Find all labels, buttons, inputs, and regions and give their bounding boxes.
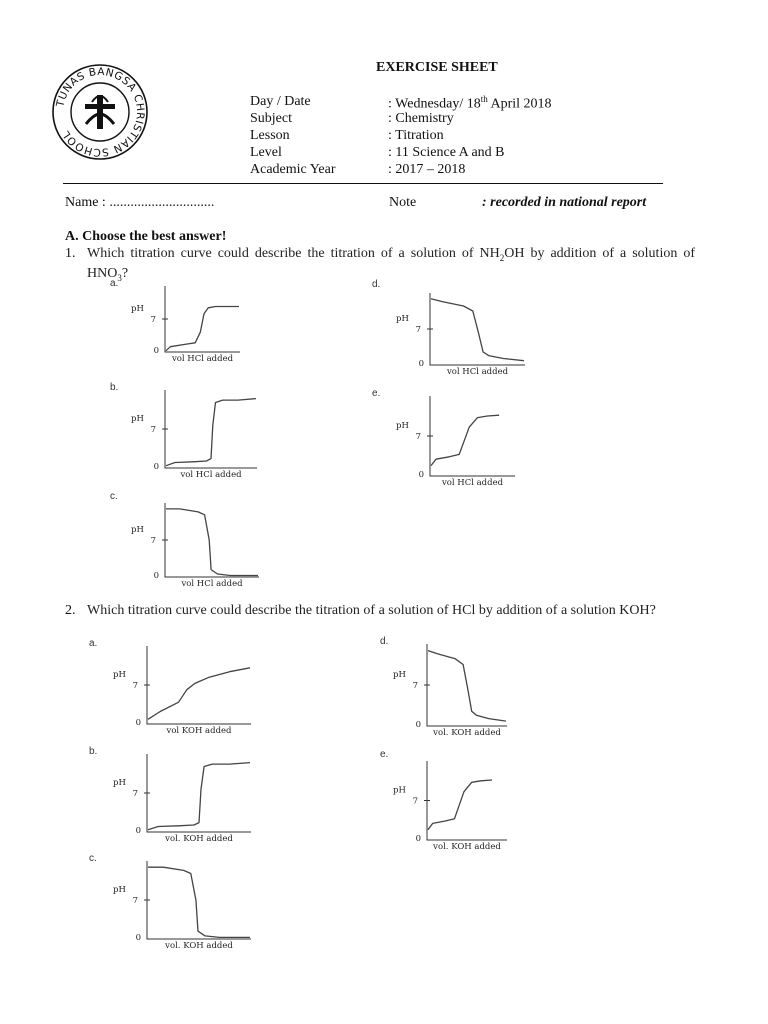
plot-xlabel: vol HCl added (181, 579, 243, 589)
plot-tick-label-0: 0 (415, 720, 421, 730)
plot-tick-label-7: 7 (150, 425, 156, 435)
plot-axes (165, 503, 259, 577)
plot-tick-label-0: 0 (418, 470, 424, 480)
plot-option-letter: a. (110, 278, 119, 289)
plot-tick-label-0: 0 (135, 826, 141, 836)
plot-ylabel: pH (396, 314, 409, 324)
plot-tick-label-0: 0 (415, 834, 421, 844)
sheet-title: EXERCISE SHEET (376, 60, 498, 75)
plot-option-letter: e. (380, 749, 389, 760)
plot-ylabel: pH (131, 304, 144, 314)
plot-ylabel: pH (113, 778, 126, 788)
plot-xlabel: vol. KOH added (433, 842, 501, 852)
titration-plot (89, 857, 254, 959)
titration-curve (431, 299, 524, 361)
plot-tick-label-0: 0 (135, 933, 141, 943)
titration-plot (89, 750, 254, 852)
plot-xlabel: vol HCl added (171, 354, 234, 364)
question-text: Which titration curve could describe the titration of a solution of HCl by addition of a solution KOH? (87, 603, 656, 618)
question-number: 2. (65, 603, 76, 618)
note-label: Note (389, 195, 417, 210)
info-label: Academic Year (250, 162, 336, 177)
question-number: 1. (65, 246, 76, 261)
plot-tick-label-7: 7 (132, 681, 138, 691)
plot-xlabel: vol HCl added (446, 367, 509, 377)
titration-curve (166, 509, 258, 576)
titration-curve (428, 651, 506, 722)
info-label: Level (250, 145, 282, 160)
info-label: Day / Date (250, 94, 311, 109)
titration-plot (372, 392, 524, 494)
info-row-date (250, 94, 670, 111)
titration-curve (148, 763, 250, 830)
info-value: : Titration (388, 128, 444, 143)
info-value: : Wednesday/ 18th April 2018 (388, 94, 552, 112)
plot-ylabel: pH (393, 670, 406, 680)
plot-tick-label-7: 7 (412, 681, 418, 691)
titration-curve (428, 780, 492, 830)
plot-axes (430, 396, 515, 476)
titration-plot (380, 640, 532, 746)
school-logo (50, 62, 150, 162)
plot-tick-label-0: 0 (418, 359, 424, 369)
plot-option-letter: c. (110, 491, 118, 502)
plot-option-letter: e. (372, 388, 381, 399)
plot-tick-label-7: 7 (415, 325, 421, 335)
titration-curve (431, 415, 499, 465)
plot-tick-label-7: 7 (150, 536, 156, 546)
info-value: : Chemistry (388, 111, 454, 126)
plot-ylabel: pH (131, 414, 144, 424)
logo-ring-text: TUNAS BANGSA CHRISTIAN SCHOOL (54, 65, 147, 159)
plot-option-letter: c. (89, 853, 97, 864)
plot-tick-label-0: 0 (153, 462, 159, 472)
titration-curve (148, 867, 250, 937)
titration-plot (110, 495, 262, 597)
plot-xlabel: vol. KOH added (165, 834, 233, 844)
titration-curve (166, 399, 256, 466)
plot-option-letter: d. (372, 279, 381, 290)
info-value: : 2017 – 2018 (388, 162, 466, 177)
titration-curve (166, 307, 239, 351)
plot-xlabel: vol. KOH added (433, 728, 501, 738)
plot-axes (147, 861, 251, 939)
plot-option-letter: d. (380, 636, 389, 647)
titration-plot (110, 282, 262, 376)
titration-curve (148, 668, 250, 720)
plot-axes (427, 761, 507, 840)
plot-axes (147, 646, 251, 724)
info-row-lesson (250, 128, 670, 145)
plot-ylabel: pH (393, 785, 406, 796)
plot-tick-label-7: 7 (132, 789, 138, 799)
plot-tick-label-7: 7 (415, 432, 421, 442)
plot-tick-label-0: 0 (153, 346, 159, 356)
titration-plot (89, 642, 254, 744)
plot-ylabel: pH (113, 670, 126, 680)
plot-xlabel: vol KOH added (166, 726, 232, 736)
header-divider (63, 183, 663, 184)
titration-plot (372, 283, 524, 385)
plot-ylabel: pH (396, 421, 409, 431)
question-text: Which titration curve could describe the titration of a solution of $NH_2OH$ by addition of a solution of $HNO_3$? (87, 246, 695, 283)
plot-tick-label-7: 7 (412, 796, 418, 807)
plot-tick-label-0: 0 (135, 718, 141, 728)
plot-xlabel: vol HCl added (441, 478, 504, 488)
plot-xlabel: vol. KOH added (165, 941, 233, 951)
plot-xlabel: vol HCl added (180, 470, 242, 480)
section-heading: A. Choose the best answer! (65, 229, 227, 244)
plot-tick-label-7: 7 (132, 896, 138, 906)
titration-plot (380, 753, 532, 859)
note-value: : recorded in national report (482, 195, 647, 210)
plot-option-letter: a. (89, 638, 98, 649)
plot-option-letter: b. (89, 746, 98, 757)
info-label: Subject (250, 111, 292, 126)
plot-tick-label-7: 7 (150, 315, 156, 325)
titration-plot (110, 386, 262, 488)
info-label: Lesson (250, 128, 290, 143)
info-row-academic-year (250, 162, 670, 179)
name-field: Name : .............................. (65, 195, 215, 210)
info-row-level (250, 145, 670, 162)
plot-ylabel: pH (113, 885, 126, 895)
plot-option-letter: b. (110, 382, 119, 393)
info-value: : 11 Science A and B (388, 145, 505, 160)
plot-tick-label-0: 0 (153, 571, 159, 581)
plot-ylabel: pH (131, 525, 144, 535)
info-row-subject (250, 111, 670, 128)
